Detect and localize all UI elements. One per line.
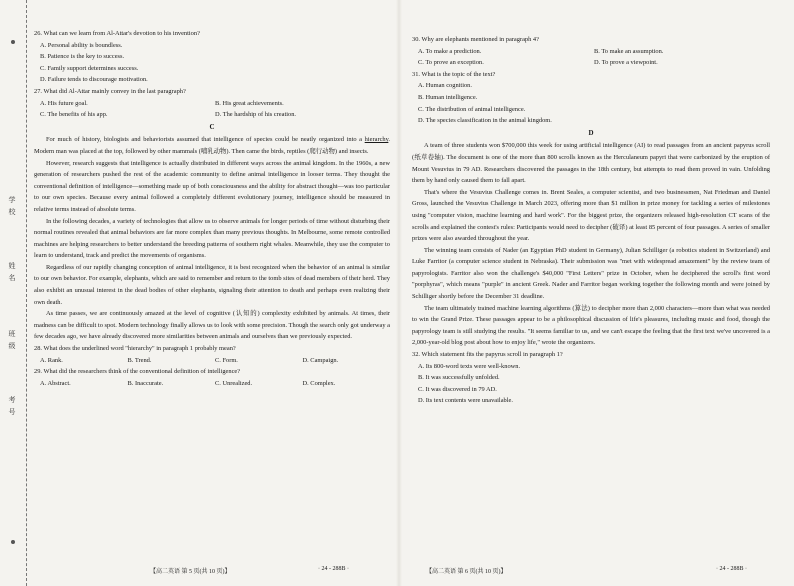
section-heading-d: D xyxy=(588,128,594,137)
passage-paragraph: However, research suggests that intelligence is actually distributed in different ways across the animal kingdom. In the 1960s, a new generation of researchers pushed the rest of the academic community to define animal intelligence in looser terms. They thought the conventional definition of intelligence—something made up of both consciousness and the ability for abstract thought—was too particular to our own species. Because every animal followed a completely different evolutionary journey, intelligence should be measured in relative terms instead of absolute terms. xyxy=(34,159,390,213)
option[interactable]: C. Unrealized. xyxy=(215,379,253,387)
underlined-word: hierarchy xyxy=(364,136,389,144)
option[interactable]: D. The species classification in the animal kingdom. xyxy=(418,117,552,125)
options-row xyxy=(34,109,390,121)
passage-paragraph: That's where the Vesuvius Challenge comes in. Brent Seales, a computer scientist, and two businessmen, Nat Friedman and Daniel Gross, launched the Vesuvius Challenge in March 2023, offering more than $1 million in prize money for tackling a series of milestones using "computer vision, machine learning and hard work". For the biggest prize, the organizers released high-resolution CT scans of the scrolls and explained the contest's rules: Participants would need to decipher (破译) at least 85 percent of four passages. A series of smaller prizes were also awarded throughout the year. xyxy=(412,188,770,243)
binding-hole xyxy=(11,540,15,544)
question-32: 32. Which statement fits the papyrus scroll in paragraph 1? xyxy=(412,351,563,359)
passage-paragraph: A team of three students won $700,000 this week for using artificial intelligence (AI) to read passages from an ancient papyrus scroll (纸草卷轴). The document is one of the more than 800 scrolls known as the Herculaneum papyri that were carbonized by the eruption of Mount Vesuvius in 79 AD. Researchers discovered the passages in the 18th century, but attempts to read them proved in vain. Unfolding them by hand only caused them to fall apart. xyxy=(412,142,770,185)
left-column xyxy=(34,28,390,389)
passage-paragraph: The team ultimately trained machine learning algorithms (算法) to decipher more than 2,000 characters—more than what was needed to win the Grand Prize. These passages appear to be a philosophical discussion of life's pleasures, including music and food, though the papyrology team is still studying the results. "It seems familiar to us, and we can't escape the feeling that the first text we've uncovered is a 2,000-year-old blog post about how to enjoy life," wrote the organizers. xyxy=(412,304,770,347)
margin-label: 考 xyxy=(8,396,16,404)
option[interactable]: D. The hardship of his creation. xyxy=(215,111,296,119)
option[interactable]: C. To prove an exception. xyxy=(418,59,484,67)
question-28: 28. What does the underlined word "hierarchy" in paragraph 1 probably mean? xyxy=(34,345,236,353)
passage-paragraph: For much of history, biologists and behaviorists assumed that intelligence of species could be neatly organized into a hierarchy. Modern man was placed at the top, followed by other mammals (哺乳动物). Then came the birds, reptiles (爬行动物) and insects. xyxy=(34,136,390,155)
options-row xyxy=(34,98,390,110)
exam-code: · 24 - 288B · xyxy=(318,566,349,572)
option[interactable]: A. His future goal. xyxy=(40,99,88,107)
options-row xyxy=(34,355,390,367)
question-30: 30. Why are elephants mentioned in paragraph 4? xyxy=(412,36,539,43)
margin-label: 校 xyxy=(8,208,16,216)
options-row xyxy=(412,57,770,69)
margin-label: 姓 xyxy=(8,262,16,270)
option[interactable]: C. The distribution of animal intelligence. xyxy=(418,105,526,113)
option[interactable]: A. Human cognition. xyxy=(418,82,472,90)
right-column xyxy=(412,34,770,407)
question-31: 31. What is the topic of the text? xyxy=(412,70,496,78)
passage-paragraph: As time passes, we are continuously amazed at the level of cognitive (认知的) complexity exhibited by animals. At times, their madness can be difficult to spot. Modern technology finally allows us to look with some precision. Though the search only got underway a few decades ago, we have already discovered more similarities between animals and ourselves than we previously expected. xyxy=(34,310,390,341)
section-heading-c: C xyxy=(209,122,215,131)
option[interactable]: D. Complex. xyxy=(302,379,336,387)
option[interactable]: A. Its 800-word texts were well-known. xyxy=(418,362,521,370)
option[interactable]: B. Inaccurate. xyxy=(127,379,164,387)
question-29: 29. What did the researchers think of the conventional definition of intelligence? xyxy=(34,368,241,376)
page-fold xyxy=(396,0,402,586)
passage-paragraph: In the following decades, a variety of technologies that allow us to observe animals for longer periods of time without disturbing their normal routines revealed that animal behaviors are far more complex than many previous thoughts. In Melbourne, some remote controlled machines are helping researchers to better understand the breeding patterns of southern right whales. Meanwhile, they use the computer to learn to understand, track and predict the movements of organisms. xyxy=(34,217,390,260)
exam-code: · 24 - 288B · xyxy=(716,566,747,572)
page-footer-label: 【高二英语 第 6 页(共 10 页)】 xyxy=(426,569,507,575)
option[interactable]: C. Form. xyxy=(215,356,238,364)
margin-label: 级 xyxy=(8,342,16,350)
option[interactable]: C. The benefits of his app. xyxy=(40,111,108,119)
option[interactable]: B. His great achievements. xyxy=(215,99,284,107)
option[interactable]: B. It was successfully unfolded. xyxy=(418,374,500,382)
option[interactable]: B. Patience is the key to success. xyxy=(40,53,125,61)
passage-paragraph: The winning team consists of Nader (an Egyptian PhD student in Germany), Julian Schilliger (a robotics student in Switzerland) and Luke Farritor (a computer science student in Nebraska). Their submission was "met with widespread amazement" by the review team of papyrologists. Farritor also won the challenge's $40,000 "First Letters" prize in October, when he deciphered the scroll's first word "porphyras", which means "purple" in ancient Greek. Nader and Farritor began working together the following month and were joined by Schilliger shortly before the December 31 deadline. xyxy=(412,246,770,301)
page-footer-label: 【高二英语 第 5 页(共 10 页)】 xyxy=(150,569,231,575)
option[interactable]: A. Personal ability is boundless. xyxy=(40,41,123,49)
option[interactable]: D. Failure tends to discourage motivation. xyxy=(40,76,148,84)
option[interactable]: B. Trend. xyxy=(127,356,152,364)
option[interactable]: D. To prove a viewpoint. xyxy=(594,59,658,67)
option[interactable]: B. To make an assumption. xyxy=(594,47,664,55)
option[interactable]: C. It was discovered in 79 AD. xyxy=(418,385,497,393)
question-26: 26. What can we learn from Al-Attar's devotion to his invention? xyxy=(34,30,200,37)
option[interactable]: A. Abstract. xyxy=(40,379,71,387)
options-row xyxy=(34,378,390,390)
option[interactable]: D. Campaign. xyxy=(302,356,339,364)
option[interactable]: D. Its text contents were unavailable. xyxy=(418,397,513,405)
option[interactable]: C. Family support determines success. xyxy=(40,64,139,72)
binding-margin xyxy=(0,0,27,586)
passage-paragraph: Regardless of our rapidly changing conception of animal intelligence, it is best recognized when the behavior of an animal is similar to our own behavior. For example, elephants, which are said to remember and return to the tomb sites of dead members of their herd. They also exhibit an unusual interest in the dead bodies of other elephants, signaling their attention to death and perhaps even realizing their own death. xyxy=(34,263,390,306)
options-row xyxy=(412,46,770,58)
margin-label: 学 xyxy=(8,196,16,204)
binding-hole xyxy=(11,40,15,44)
option[interactable]: A. Rank. xyxy=(40,356,63,364)
question-27: 27. What did Al-Attar mainly convey in the last paragraph? xyxy=(34,87,186,95)
margin-label: 号 xyxy=(8,408,16,416)
margin-label: 班 xyxy=(8,330,16,338)
option[interactable]: B. Human intelligence. xyxy=(418,93,478,101)
margin-label: 名 xyxy=(8,274,16,282)
option[interactable]: A. To make a prediction. xyxy=(418,47,482,55)
